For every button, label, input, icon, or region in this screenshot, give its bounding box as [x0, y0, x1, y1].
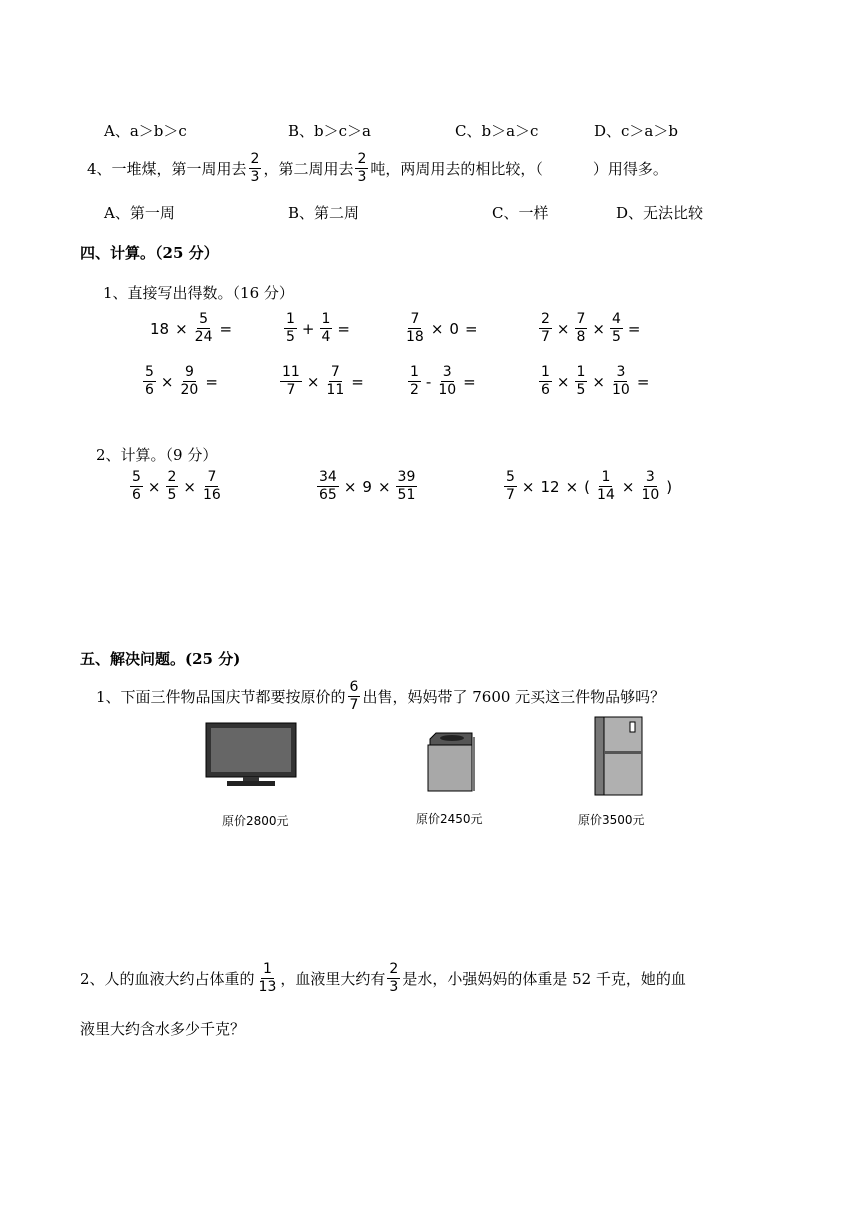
problem-2: 2、人的血液大约占体重的 $\frac{1}{13}$ ，血液里大约有 $\frac{2}{3}$ 是水，小强妈妈的体重是 52 千克，她的血: [80, 961, 686, 995]
tv-price-label: 原价2800元: [222, 814, 289, 828]
washing-machine-price-label: 原价2450元: [416, 812, 483, 826]
fraction: $\frac{2}{3}$: [389, 961, 399, 995]
expression-1: 18 × $\frac{5}{24}$ =: [150, 311, 233, 345]
problem-1: 1、下面三件物品国庆节都要按原价的 $\frac{6}{7}$ 出售，妈妈带了 7600 元买这三件物品够吗？: [96, 679, 666, 713]
expression-6: $\frac{11}{7}$ × $\frac{7}{11}$ =: [282, 364, 364, 398]
fraction: $\frac{2}{3}$: [250, 151, 260, 185]
sub-question-2: 2、计算。（9 分）: [96, 446, 218, 464]
q3-option-b: B、b＞c＞a: [288, 122, 371, 140]
refrigerator-icon: [594, 716, 644, 798]
expression-8: $\frac{1}{6}$ × $\frac{1}{5}$ × $\frac{3}{10}$ =: [541, 364, 650, 398]
q4-option-b: B、第二周: [288, 204, 360, 222]
fraction: $\frac{1}{13}$: [258, 961, 277, 995]
q4-question: 4、一堆煤，第一周用去 $\frac{2}{3}$ ，第二周用去 $\frac{2}{3}$ 吨，两周用去的相比较，（ ）用得多。: [87, 151, 668, 185]
q4-option-d: D、无法比较: [616, 204, 704, 222]
washing-machine-icon: [426, 731, 476, 793]
calculation-3: $\frac{5}{7}$ × 12 × ( $\frac{1}{14}$ × $\frac{3}{10}$ ): [506, 469, 673, 503]
q4-option-c: C、一样: [492, 204, 549, 222]
expression-4: $\frac{2}{7}$ × $\frac{7}{8}$ × $\frac{4}{5}$ =: [541, 311, 641, 345]
q4-option-a: A、第一周: [104, 204, 175, 222]
fraction: $\frac{6}{7}$: [349, 679, 359, 713]
q3-option-d: D、c＞a＞b: [594, 122, 678, 140]
calculation-1: $\frac{5}{6}$ × $\frac{2}{5}$ × $\frac{7}{16}$: [132, 469, 221, 503]
expression-3: $\frac{7}{18}$ × 0 =: [406, 311, 478, 345]
section-4-title: 四、计算。（25 分）: [80, 244, 219, 262]
q3-option-a: A、a＞b＞c: [104, 122, 187, 140]
sub-question-1: 1、直接写出得数。（16 分）: [103, 284, 294, 302]
tv-icon: [205, 722, 297, 788]
expression-5: $\frac{5}{6}$ × $\frac{9}{20}$ =: [145, 364, 218, 398]
calculation-2: $\frac{34}{65}$ × 9 × $\frac{39}{51}$: [319, 469, 416, 503]
expression-2: $\frac{1}{5}$ + $\frac{1}{4}$ =: [286, 311, 350, 345]
expression-7: $\frac{1}{2}$ - $\frac{3}{10}$ =: [410, 364, 476, 398]
section-5-title: 五、解决问题。(25 分): [80, 650, 241, 668]
problem-2-line-2: 液里大约含水多少千克？: [80, 1020, 246, 1038]
refrigerator-price-label: 原价3500元: [578, 813, 645, 827]
fraction: $\frac{2}{3}$: [357, 151, 367, 185]
q3-option-c: C、b＞a＞c: [455, 122, 539, 140]
